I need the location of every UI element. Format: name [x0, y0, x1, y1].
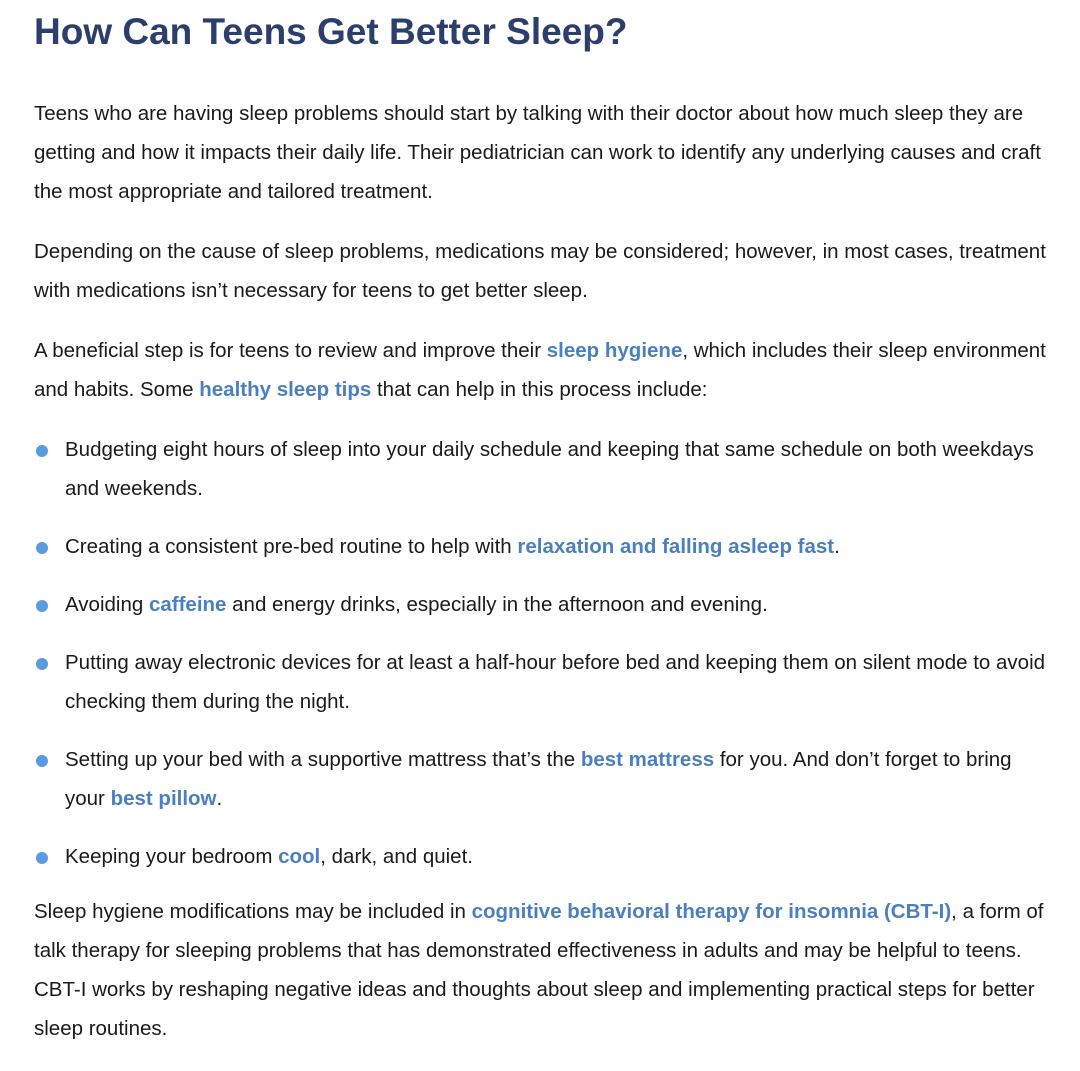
bullet-icon — [36, 600, 48, 612]
caffeine-link[interactable]: caffeine — [148, 593, 227, 616]
bullet-icon — [36, 755, 48, 767]
healthy-sleep-tips-link[interactable]: healthy sleep tips — [199, 378, 372, 401]
list-item — [34, 430, 1046, 508]
text-segment: Avoiding — [65, 593, 149, 616]
text-segment: Setting up your bed with a supportive mattress that’s the — [65, 748, 581, 771]
sleep-hygiene-link[interactable]: sleep hygiene — [546, 339, 683, 362]
text-segment: . — [216, 787, 223, 810]
medication-paragraph: Depending on the cause of sleep problems, medications may be considered; however, in most cases, treatment with medications isn’t necessary for teens to get better sleep. — [34, 240, 1046, 302]
best-pillow-link[interactable]: best pillow — [110, 787, 217, 810]
bullet-icon — [36, 658, 48, 670]
list-item-text: Budgeting eight hours of sleep into your daily schedule and keeping that same schedule on both weekdays and weekends. — [65, 438, 1034, 500]
cbt-i-link[interactable]: cognitive behavioral therapy for insomnia (CBT-I) — [471, 900, 952, 923]
sleep-hygiene-paragraph — [34, 331, 1046, 409]
bullet-icon — [36, 852, 48, 864]
sleep-tips-list — [34, 430, 1046, 876]
text-segment: Creating a consistent pre-bed routine to help with — [65, 535, 518, 558]
bullet-icon — [36, 445, 48, 457]
text-segment: for you. And don’t forget to bring your — [65, 748, 1012, 810]
list-item — [34, 527, 1046, 566]
bullet-icon — [36, 542, 48, 554]
text-segment: . — [834, 535, 840, 558]
text-segment: , a form of talk therapy for sleeping problems that has demonstrated effectiveness in adults and may be helpful to teens. CBT-I works by reshaping negative ideas and thoughts about sleep and implementing practical steps for better sleep routines. — [34, 900, 1044, 1040]
list-item — [34, 837, 1046, 876]
text-segment: , which includes their sleep environment and habits. Some — [34, 339, 1046, 401]
text-segment: and energy drinks, especially in the afternoon and evening. — [226, 593, 768, 616]
text-segment: Sleep hygiene modifications may be included in — [34, 900, 472, 923]
cool-link[interactable]: cool — [278, 845, 321, 868]
list-item — [34, 643, 1046, 721]
page-title: How Can Teens Get Better Sleep? — [34, 11, 628, 52]
intro-paragraph: Teens who are having sleep problems should start by talking with their doctor about how much sleep they are getting and how it impacts their daily life. Their pediatrician can work to identify any underlying causes and craft the most appropriate and tailored treatment. — [34, 102, 1041, 203]
text-segment: , dark, and quiet. — [320, 845, 473, 868]
cbt-i-paragraph — [34, 892, 1046, 1048]
text-segment: Keeping your bedroom — [65, 845, 279, 868]
text-segment: A beneficial step is for teens to review and improve their — [34, 339, 547, 362]
list-item-text: Putting away electronic devices for at least a half-hour before bed and keeping them on silent mode to avoid checking them during the night. — [65, 651, 1046, 713]
list-item — [34, 740, 1046, 818]
best-mattress-link[interactable]: best mattress — [580, 748, 715, 771]
relaxation-link[interactable]: relaxation and falling asleep fast — [517, 535, 835, 558]
list-item — [34, 585, 1046, 624]
text-segment: that can help in this process include: — [371, 378, 708, 401]
